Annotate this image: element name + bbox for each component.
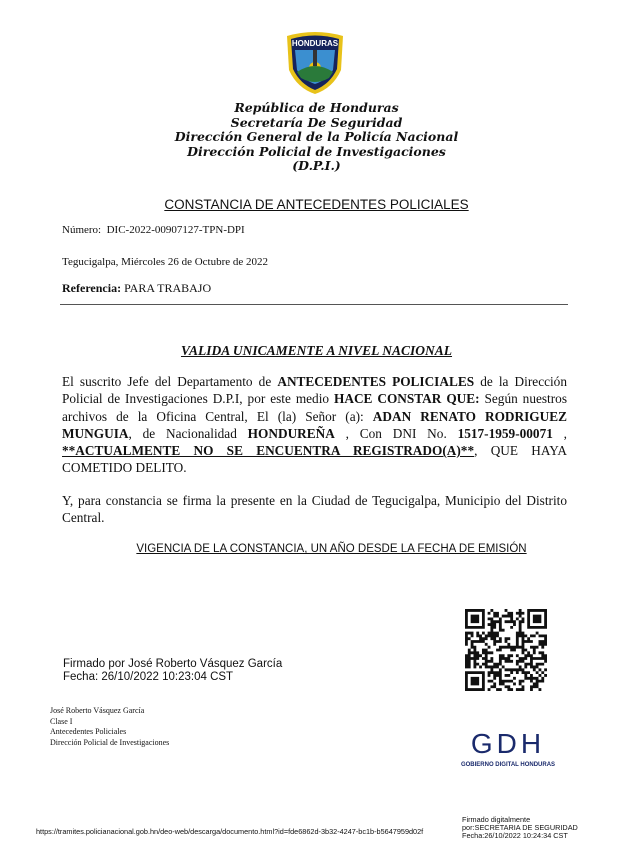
qr-code[interactable] <box>465 609 547 691</box>
reference-value: PARA TRABAJO <box>124 281 212 295</box>
institution-header <box>0 101 633 174</box>
header-line: Secretaría De Seguridad <box>230 114 403 130</box>
signer-division: Dirección Policial de Investigaciones <box>50 737 170 747</box>
signature-date: Fecha: 26/10/2022 10:23:04 CST <box>63 671 234 683</box>
digital-signature-line: por:SECRETARIA DE SEGURIDAD <box>462 823 578 832</box>
digital-signature-line: Firmado digitalmente <box>462 815 531 824</box>
digital-signature-line: Fecha:26/10/2022 10:24:34 CST <box>462 831 568 840</box>
validity-period: VIGENCIA DE LA CONSTANCIA, UN AÑO DESDE LA FECHA DE EMISIÓN <box>136 543 527 555</box>
signature-line: Firmado por José Roberto Vásquez García <box>63 658 283 670</box>
reference-label: Referencia: <box>62 281 122 295</box>
document-title: CONSTANCIA DE ANTECEDENTES POLICIALES <box>164 197 469 212</box>
digital-signature-stamp <box>462 816 578 840</box>
reference <box>62 281 211 296</box>
signer-rank: Clase I <box>50 716 73 726</box>
header-line: Dirección General de la Policía Nacional <box>174 129 459 144</box>
body-paragraph-1: El suscrito Jefe del Departamento de ANTECEDENTES POLICIALES de la Dirección Policial de Investigaciones D.P.I, por este medio HACE CONSTAR QUE: Según nuestros archivos de la Oficina Central, El (la) Señor (a): ADAN RENATO RODRIGUEZ MUNGUIA, de Nacionalidad HONDUREÑA , Con DNI No. 1517-1959-00071 , **ACTUALMENTE NO SE ENCUENTRA REGISTRADO(A)**, QUE HAYA COMETIDO DELITO. <box>62 374 568 476</box>
signer-name: José Roberto Vásquez García <box>50 706 145 715</box>
number-label: Número: <box>62 224 102 236</box>
electronic-signature <box>63 658 282 684</box>
gdh-logo <box>458 728 558 768</box>
person-name: ADAN RENATO RODRIGUEZ MUNGUIA <box>62 408 567 441</box>
place-date: Tegucigalpa, Miércoles 26 de Octubre de 2022 <box>62 256 269 268</box>
signer-block <box>50 706 169 748</box>
gdh-logo-mark: GDH <box>470 728 546 759</box>
police-seal-logo <box>281 30 349 96</box>
dni-number: 1517-1959-00071 <box>457 425 553 441</box>
nationality: HONDUREÑA <box>247 425 335 441</box>
body-paragraph-2: Y, para constancia se firma la presente en la Ciudad de Tegucigalpa, Municipio del Distrito Central. <box>62 492 567 526</box>
seal-top-text: HONDURAS <box>291 39 339 48</box>
record-status: **ACTUALMENTE NO SE ENCUENTRA REGISTRADO(A)** <box>62 443 475 459</box>
document-number <box>62 224 245 236</box>
divider <box>60 304 568 305</box>
certificate-body <box>62 373 567 526</box>
number-value: DIC-2022-00907127-TPN-DPI <box>106 224 245 236</box>
qr-modules <box>465 609 547 691</box>
gdh-subtitle: GOBIERNO DIGITAL HONDURAS <box>460 762 556 768</box>
signer-department: Antecedentes Policiales <box>50 727 127 736</box>
validity-scope: VALIDA UNICAMENTE A NIVEL NACIONAL <box>180 343 453 358</box>
header-line: Dirección Policial de Investigaciones <box>187 143 446 159</box>
header-line: República de Honduras <box>234 100 399 115</box>
header-line: (D.P.I.) <box>292 158 341 173</box>
verification-url[interactable]: https://tramites.policianacional.gob.hn/deo-web/descarga/documento.html?id=fde6862d-3b32-4247-bc1b-b5647959d02f <box>36 827 424 836</box>
